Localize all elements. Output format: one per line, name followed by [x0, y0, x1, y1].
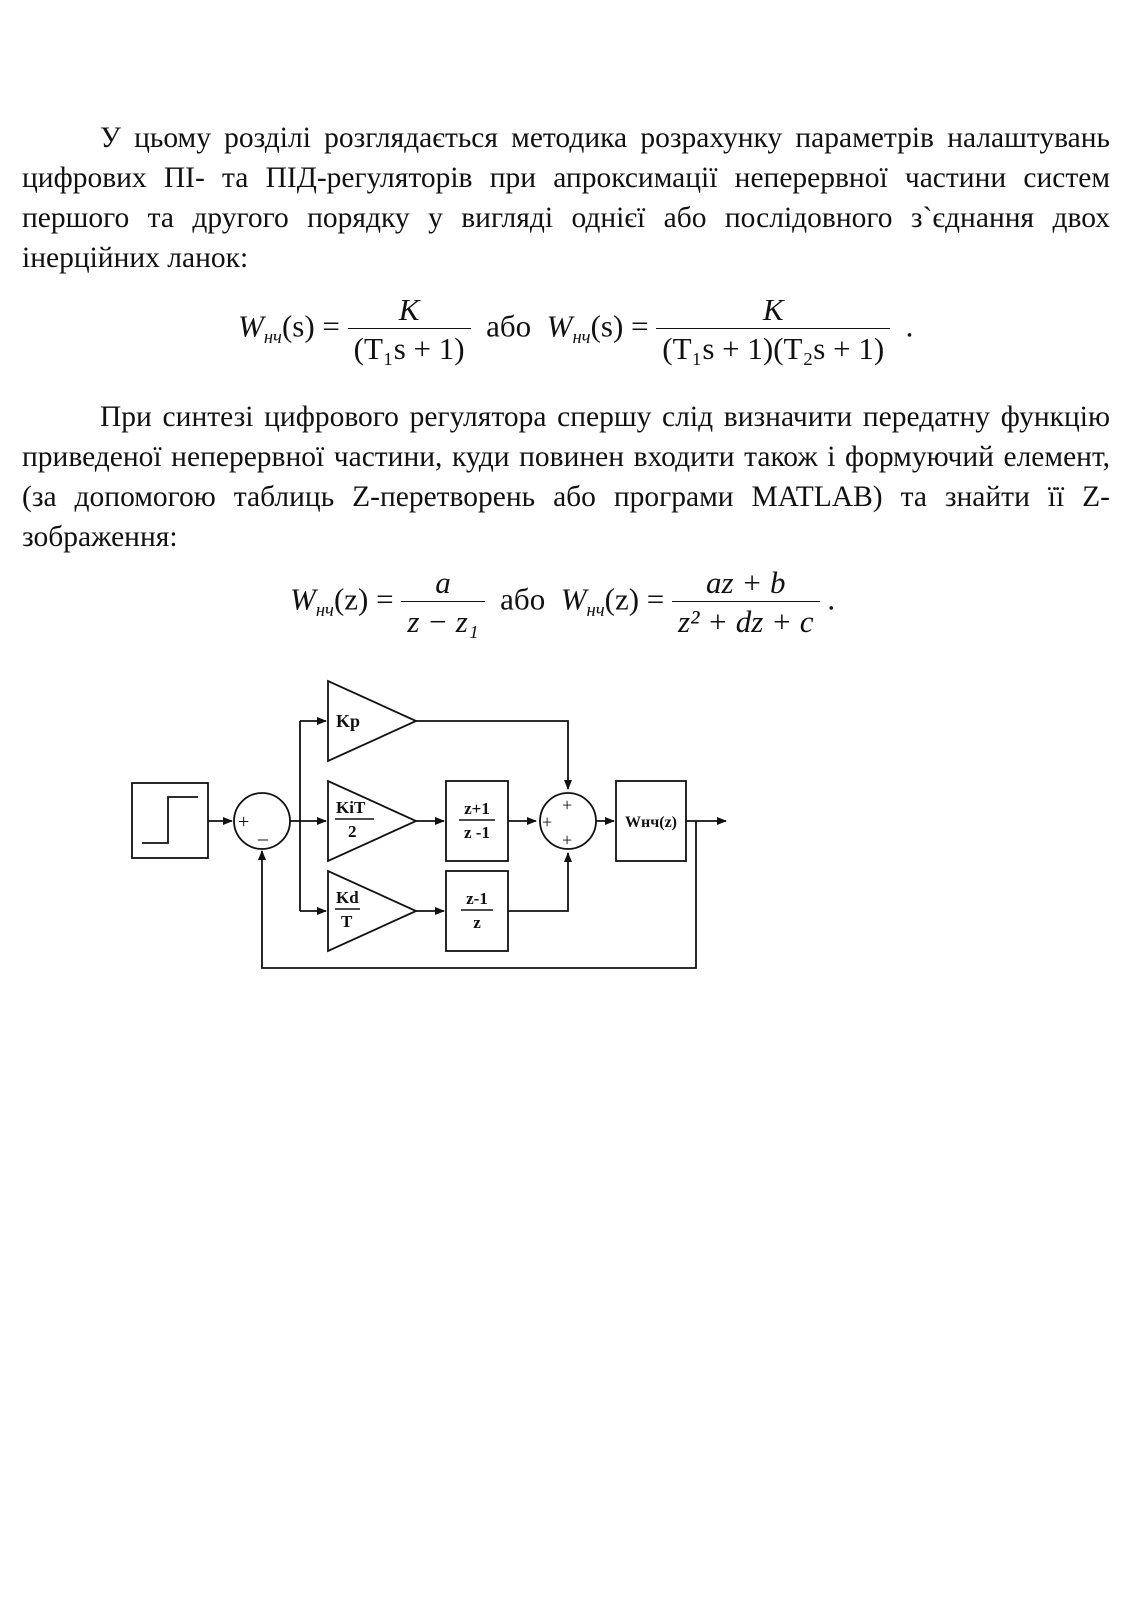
gain-i-block	[328, 781, 416, 861]
continuous-transfer-formula	[238, 292, 913, 367]
integrator-denominator: z -1	[464, 823, 490, 842]
formula2-rhs-subscript: нч	[586, 600, 605, 622]
integrator-numerator: z+1	[464, 799, 490, 818]
wire-derivative-to-sum2	[508, 853, 568, 911]
formula2-end: .	[827, 581, 836, 617]
plant-label: Wнч(z)	[625, 814, 677, 831]
formula2-lhs-symbol: W	[290, 581, 316, 617]
intro-paragraph: У цьому розділі розглядається методика розрахунку параметрів налаштувань цифрових ПІ- та ПІД-регуляторів при апроксимації неперервної частини систем першого та другого порядку у вигляді однієї або послідовного з`єднання двох інерційних ланок:	[22, 122, 1110, 274]
formula1-fraction-1	[348, 292, 471, 367]
formula1-rhs-arg: (s) =	[590, 308, 649, 344]
step-icon	[142, 797, 198, 843]
formula2-lhs-subscript: нч	[315, 600, 334, 622]
derivative-numerator: z-1	[466, 889, 488, 908]
formula2-fraction-1	[401, 565, 484, 640]
formula1-frac1-denominator: (T₁s + 1)	[348, 328, 471, 367]
formula2-rhs-arg: (z) =	[604, 581, 665, 617]
formula2-frac1-denominator: z − z₁	[401, 601, 484, 640]
gain-d-denominator: T	[341, 912, 353, 931]
formula1-rhs-symbol: W	[546, 308, 573, 344]
formula1-connector: або	[486, 308, 532, 344]
gain-d-block	[328, 871, 416, 951]
formula1-lhs-subscript: нч	[263, 327, 282, 349]
sum1-plus-sign: +	[238, 811, 250, 833]
formula2-frac2-numerator: az + b	[706, 565, 786, 600]
step-input-block	[132, 783, 208, 858]
discrete-transfer-formula	[290, 565, 835, 640]
formula1-fraction-2	[656, 292, 890, 367]
formula1-frac2-numerator: K	[762, 292, 784, 327]
formula2-fraction-2	[672, 565, 820, 640]
synthesis-paragraph: При синтезі цифрового регулятора спершу слід визначити передатну функцію приведеної неперервної частини, куди повинен входити також і формуючий елемент, (за допомогою таблиць Z-перетворень або програми MATLAB) та знайти її Z-зображення:	[22, 401, 1110, 553]
formula1-lhs-arg: (s) =	[281, 308, 340, 344]
sum1-minus-sign: _	[258, 821, 268, 843]
derivative-block	[446, 871, 508, 951]
sum2-plus-left: +	[542, 812, 553, 832]
gain-p-label: Kp	[336, 711, 361, 731]
formula2-connector: або	[500, 581, 546, 617]
formula2-frac2-denominator: z² + dz + c	[672, 601, 820, 640]
derivative-denominator: z	[473, 913, 481, 932]
formula1-frac2-denominator: (T₁s + 1)(T₂s + 1)	[656, 328, 890, 367]
sum2-plus-bottom: +	[562, 830, 573, 850]
wire-kp-to-sum2	[416, 721, 568, 789]
integrator-block	[446, 781, 508, 861]
formula1-frac1-numerator: K	[398, 292, 420, 327]
formula2-rhs-symbol: W	[560, 581, 587, 617]
formula1-rhs-subscript: нч	[572, 327, 591, 349]
gain-i-numerator: KiT	[336, 798, 366, 817]
sum2-plus-top: +	[562, 795, 573, 815]
formula2-lhs-arg: (z) =	[333, 581, 394, 617]
gain-d-numerator: Kd	[336, 888, 359, 907]
formula1-lhs-symbol: W	[238, 308, 264, 344]
pid-block-diagram	[130, 675, 740, 995]
gain-i-denominator: 2	[348, 822, 357, 841]
formula1-end: .	[905, 308, 914, 344]
formula2-frac1-numerator: a	[435, 565, 451, 600]
